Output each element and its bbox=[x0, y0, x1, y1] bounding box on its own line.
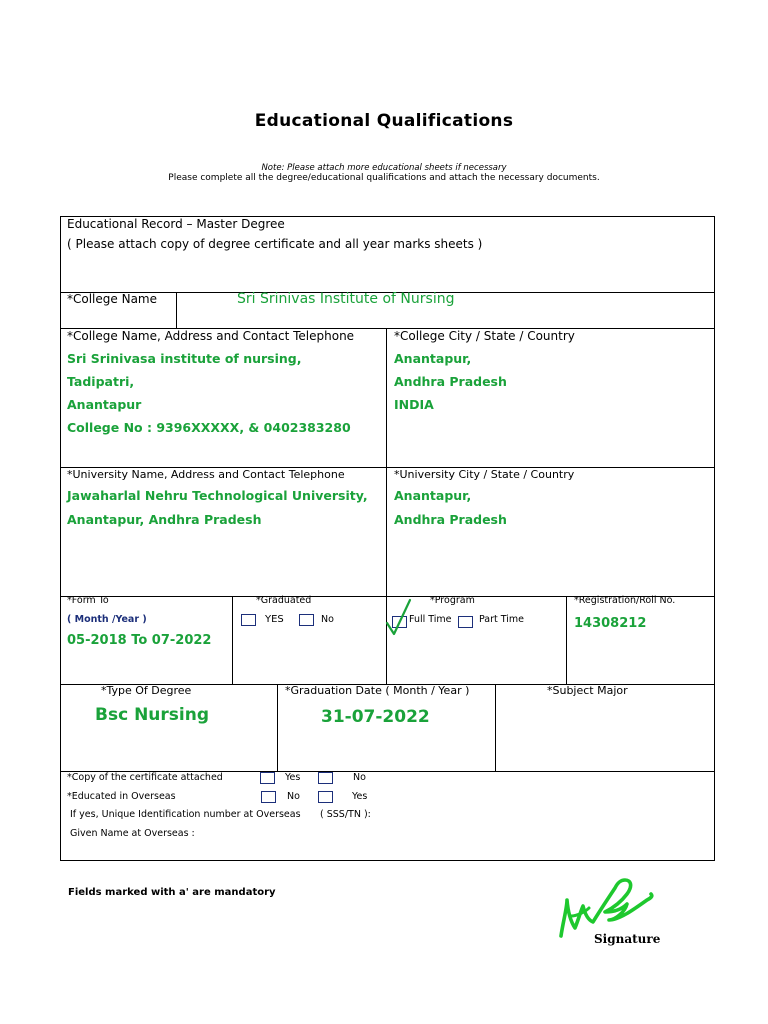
subject-major-label: *Subject Major bbox=[547, 684, 628, 697]
graduated-label: *Graduated bbox=[256, 595, 312, 606]
graduated-yes-label: YES bbox=[265, 614, 284, 625]
period-label: *Form To bbox=[67, 595, 109, 606]
part-time-checkbox[interactable] bbox=[458, 616, 473, 628]
column-divider bbox=[232, 596, 233, 684]
mandatory-note: Fields marked with a' are mandatory bbox=[68, 887, 276, 898]
graduation-date-value[interactable]: 31-07-2022 bbox=[321, 707, 430, 727]
overseas-given-name-label: Given Name at Overseas : bbox=[70, 828, 195, 839]
college-phone[interactable]: College No : 9396XXXXX, & 0402383280 bbox=[67, 420, 351, 435]
registration-label: *Registration/Roll No. bbox=[574, 595, 676, 606]
college-name-value[interactable]: Sri Srinivas Institute of Nursing bbox=[237, 291, 455, 307]
instructions: Please complete all the degree/educational qualifications and attach the necessary documents. bbox=[168, 173, 600, 183]
record-heading: Educational Record – Master Degree bbox=[67, 217, 285, 231]
part-time-label: Part Time bbox=[479, 614, 525, 625]
degree-type-label: *Type Of Degree bbox=[101, 684, 192, 697]
certificate-label: *Copy of the certificate attached bbox=[67, 772, 223, 783]
overseas-no-checkbox[interactable] bbox=[261, 791, 276, 803]
program-label: *Program bbox=[430, 595, 475, 606]
graduated-yes-checkbox[interactable] bbox=[241, 614, 256, 626]
period-value[interactable]: 05-2018 To 07-2022 bbox=[67, 633, 212, 648]
graduated-no-checkbox[interactable] bbox=[299, 614, 314, 626]
certificate-yes-checkbox[interactable] bbox=[260, 772, 275, 784]
registration-value[interactable]: 14308212 bbox=[574, 616, 647, 631]
period-hint: ( Month /Year ) bbox=[67, 614, 147, 625]
qualification-form bbox=[60, 216, 715, 861]
university-location-label: *University City / State / Country bbox=[394, 468, 575, 481]
certificate-no-checkbox[interactable] bbox=[318, 772, 333, 784]
university-address-label: *University Name, Address and Contact Telephone bbox=[67, 468, 345, 481]
certificate-no-label: No bbox=[353, 772, 366, 783]
column-divider bbox=[566, 596, 567, 684]
college-city[interactable]: Anantapur, bbox=[394, 351, 472, 366]
college-location-label: *College City / State / Country bbox=[394, 329, 575, 343]
overseas-label: *Educated in Overseas bbox=[67, 791, 176, 802]
page-title: Educational Qualifications bbox=[254, 111, 514, 131]
graduated-no-label: No bbox=[321, 614, 334, 625]
college-state[interactable]: Andhra Pradesh bbox=[394, 374, 507, 389]
overseas-yes-checkbox[interactable] bbox=[318, 791, 333, 803]
signature-label: Signature bbox=[594, 932, 661, 946]
university-state[interactable]: Andhra Pradesh bbox=[394, 512, 507, 527]
overseas-yes-label: Yes bbox=[352, 791, 368, 802]
degree-type-value[interactable]: Bsc Nursing bbox=[95, 705, 210, 725]
full-time-label: Full Time bbox=[409, 614, 452, 625]
overseas-uid-hint: ( SSS/TN ): bbox=[320, 809, 371, 820]
college-address-line[interactable]: Anantapur bbox=[67, 397, 142, 412]
attachment-note: Note: Please attach more educational sheets if necessary bbox=[261, 163, 507, 173]
college-address-label: *College Name, Address and Contact Telephone bbox=[67, 329, 355, 343]
record-subheading: ( Please attach copy of degree certificate and all year marks sheets ) bbox=[67, 237, 483, 251]
college-country[interactable]: INDIA bbox=[394, 397, 434, 412]
university-address-line[interactable]: Jawaharlal Nehru Technological University, bbox=[67, 488, 368, 503]
overseas-uid-label: If yes, Unique Identification number at Overseas bbox=[70, 809, 301, 820]
college-name-label: *College Name bbox=[67, 292, 157, 306]
university-city[interactable]: Anantapur, bbox=[394, 488, 472, 503]
college-address-line[interactable]: Tadipatri, bbox=[67, 374, 135, 389]
overseas-no-label: No bbox=[287, 791, 300, 802]
column-divider bbox=[495, 684, 496, 771]
university-address-line[interactable]: Anantapur, Andhra Pradesh bbox=[67, 512, 262, 527]
certificate-yes-label: Yes bbox=[285, 772, 301, 783]
column-divider bbox=[277, 684, 278, 771]
graduation-date-label: *Graduation Date ( Month / Year ) bbox=[285, 684, 470, 697]
college-address-line[interactable]: Sri Srinivasa institute of nursing, bbox=[67, 351, 302, 366]
column-divider bbox=[176, 292, 177, 328]
